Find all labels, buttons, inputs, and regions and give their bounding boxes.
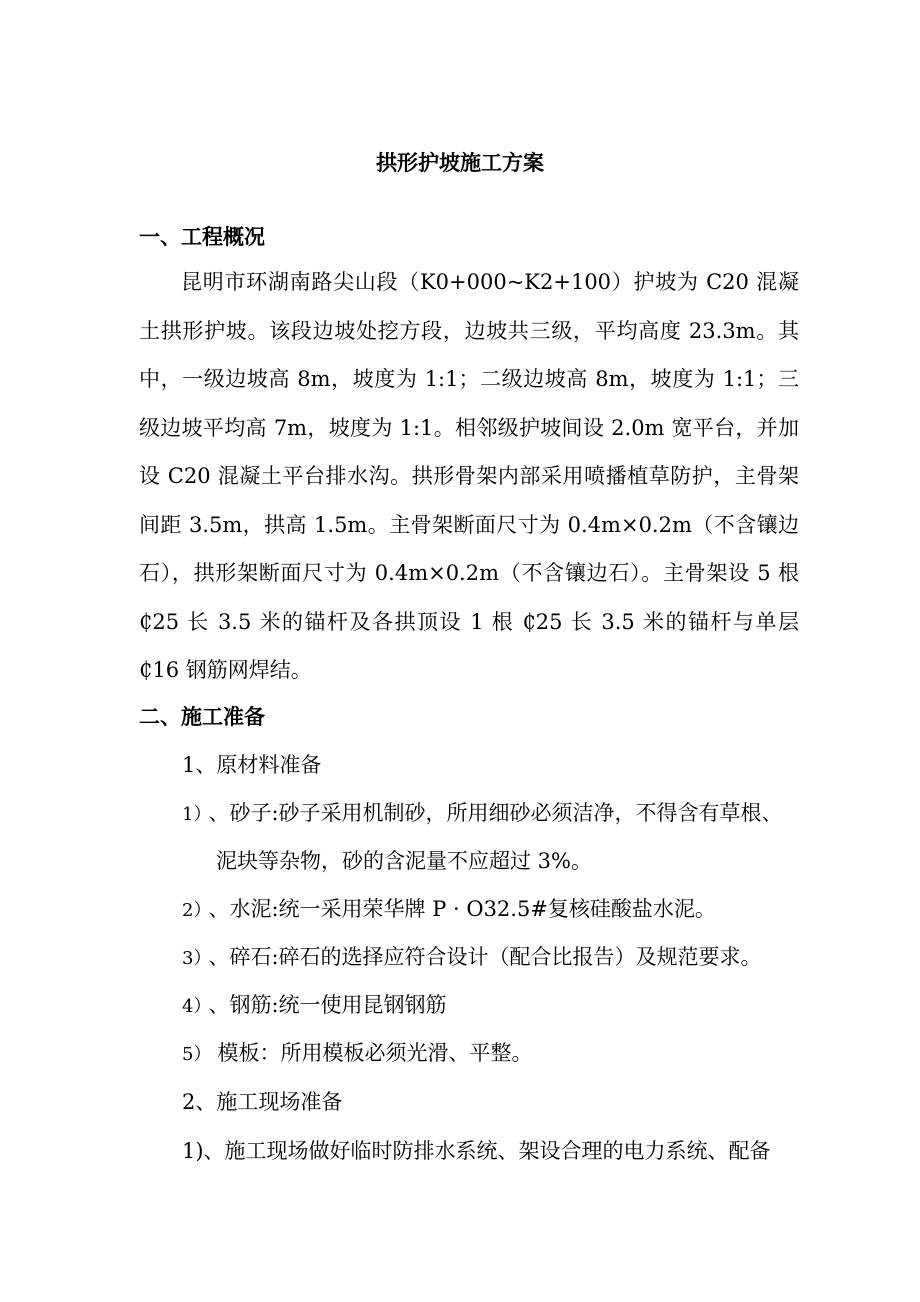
subsection2-heading: 2、施工现场准备: [182, 1090, 343, 1114]
list-item-text: 模板：所用模板必须光滑、平整。: [217, 1041, 533, 1065]
list-item-number: 3）: [182, 948, 203, 969]
subsection1-heading: 1、原材料准备: [182, 753, 322, 777]
list-item-text: 、砂子:砂子采用机制砂，所用细砂必须洁净，不得含有草根、: [208, 801, 783, 825]
list-item-1: [182, 796, 783, 832]
section2-heading: 二、施工准备: [139, 704, 265, 729]
section1-paragraph: 昆明市环湖南路尖山段（K0+000~K2+100）护坡为 C20 混凝土拱形护坡。该段边坡处挖方段，边坡共三级，平均高度 23.3m。其中，一级边坡高 8m，坡度为 1:1；二级边坡高 8m，坡度为 1:1；三级边坡平均高 7m，坡度为 1:1。相邻级护坡间设 2.0m 宽平台，并加设 C20 混凝土平台排水沟。拱形骨架内部采用喷播植草防护，主骨架间距 3.5m，拱高 1.5m。主骨架断面尺寸为 0.4m×0.2m（不含镶边石），拱形架断面尺寸为 0.4m×0.2m（不含镶边石）。主骨架设 5 根 ₵25 长 3.5 米的锚杆及各拱顶设 1 根 ₵25 长 3.5 米的锚杆与单层 ₵16 钢筋网焊结。: [139, 270, 799, 682]
list-item-1-continued: [216, 844, 592, 878]
document-title: 拱形护坡施工方案: [376, 150, 544, 175]
list-item-number: 1）: [182, 804, 203, 825]
list-item-text: 、水泥:统一采用荣华牌 P · O32.5#复核硅酸盐水泥。: [208, 897, 716, 921]
list-item-5: [182, 1036, 532, 1072]
section1-heading: 一、工程概况: [139, 224, 265, 249]
list-item-number: 4）: [182, 996, 203, 1017]
list-item-3: [182, 940, 762, 976]
list-item-site-1: 1)、施工现场做好临时防排水系统、架设合理的电力系统、配备: [182, 1139, 771, 1163]
list-item-number: 2）: [182, 900, 203, 921]
list-item-2: [182, 892, 716, 928]
list-item-text: 、钢筋:统一使用昆钢钢筋: [208, 993, 447, 1017]
list-item-4: [182, 988, 447, 1024]
list-item-number: 5）: [182, 1044, 212, 1065]
list-item-text-continued: 泥块等杂物，砂的含泥量不应超过 3%。: [216, 849, 592, 873]
list-item-text: 、碎石:碎石的选择应符合设计（配合比报告）及规范要求。: [208, 945, 762, 969]
